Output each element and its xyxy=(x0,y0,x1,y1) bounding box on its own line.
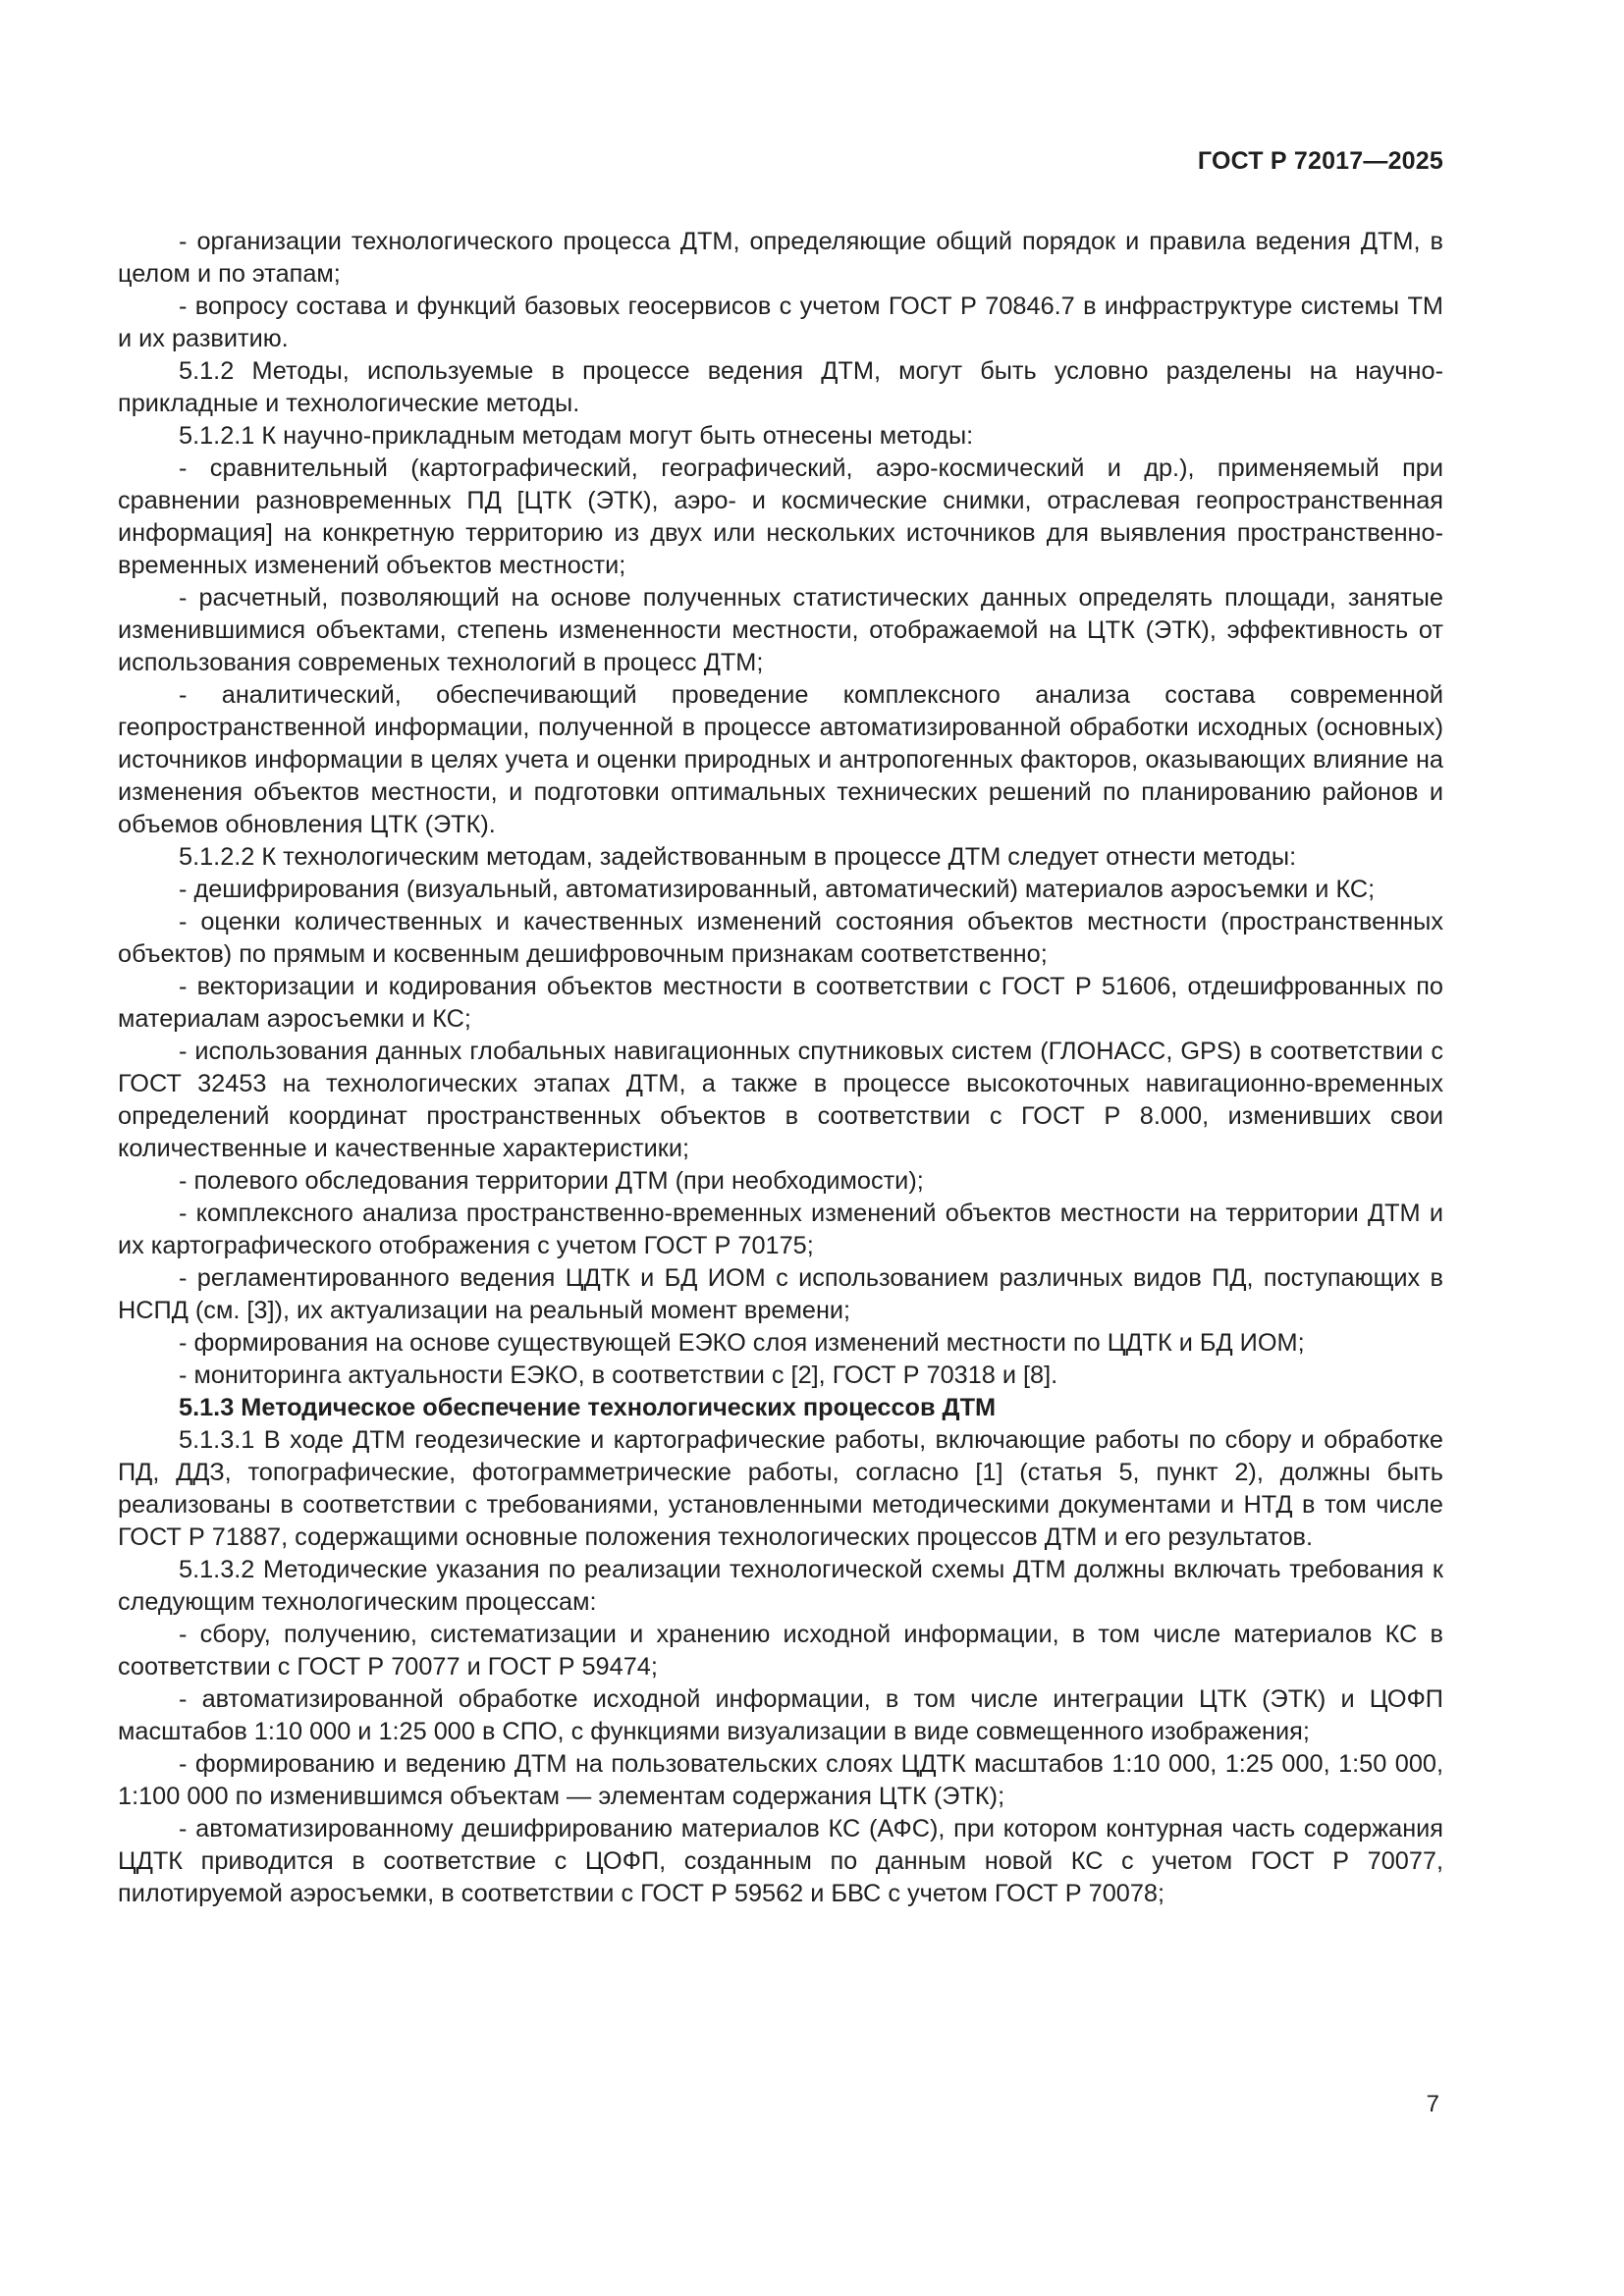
page-number: 7 xyxy=(1426,2091,1439,2117)
paragraph: - формирования на основе существующей ЕЭКО слоя изменений местности по ЦДТК и БД ИОМ; xyxy=(179,1329,1305,1357)
paragraph: - мониторинга актуальности ЕЭКО, в соответствии с [2], ГОСТ Р 70318 и [8]. xyxy=(179,1362,1058,1389)
paragraph: - использования данных глобальных навигационных спутниковых систем (ГЛОНАСС, GPS) в соответствии с ГОСТ 32453 на технологических этапах ДТМ, а также в процессе высокоточных навигационно-временных определений координат пространственных объектов в соответствии с ГОСТ Р 8.000, изменивших свои количественные и качественные характеристики; xyxy=(118,1038,1443,1162)
paragraph: - аналитический, обеспечивающий проведение комплексного анализа состава современной геопространственной информации, полученной в процессе автоматизированной обработки исходных (основных) источников информации в целях учета и оценки природных и антропогенных факторов, оказывающих влияние на изменения объектов местности, и подготовки оптимальных технических решений по планированию районов и объемов обновления ЦТК (ЭТК). xyxy=(118,681,1443,838)
paragraph: - сбору, получению, систематизации и хранению исходной информации, в том числе материалов КС в соответствии с ГОСТ Р 70077 и ГОСТ Р 59474; xyxy=(118,1621,1443,1681)
section-heading: 5.1.3 Методическое обеспечение технологических процессов ДТМ xyxy=(179,1394,997,1421)
paragraph: - автоматизированной обработке исходной информации, в том числе интеграции ЦТК (ЭТК) и ЦОФП масштабов 1:10 000 и 1:25 000 в СПО, с функциями визуализации в виде совмещенного изображения; xyxy=(118,1685,1443,1745)
paragraph: - комплексного анализа пространственно-временных изменений объектов местности на территории ДТМ и их картографического отображения с учетом ГОСТ Р 70175; xyxy=(118,1200,1443,1259)
paragraph: - оценки количественных и качественных изменений состояния объектов местности (пространственных объектов) по прямым и косвенным дешифровочным признакам соответственно; xyxy=(118,908,1443,968)
paragraph: - сравнительный (картографический, географический, аэро-космический и др.), применяемый при сравнении разновременных ПД [ЦТК (ЭТК), аэро- и космические снимки, отраслевая геопространственная информация] на конкретную территорию из двух или нескольких источников для выявления пространственно-временных изменений объектов местности; xyxy=(118,454,1443,579)
paragraph: 5.1.3.1 В ходе ДТМ геодезические и картографические работы, включающие работы по сбору и обработке ПД, ДДЗ, топографические, фотограмметрические работы, согласно [1] (статья 5, пункт 2), должны быть реализованы в соответствии с требованиями, установленными методическими документами и НТД в том числе ГОСТ Р 71887, содержащими основные положения технологических процессов ДТМ и его результатов. xyxy=(118,1426,1443,1551)
paragraph: 5.1.2 Методы, используемые в процессе ведения ДТМ, могут быть условно разделены на научно-прикладные и технологические методы. xyxy=(118,357,1443,417)
paragraph: 5.1.2.1 К научно-прикладным методам могут быть отнесены методы: xyxy=(179,422,974,450)
document-body xyxy=(118,226,1443,1910)
paragraph: 5.1.3.2 Методические указания по реализации технологической схемы ДТМ должны включать требования к следующим технологическим процессам: xyxy=(118,1556,1443,1616)
paragraph: - организации технологического процесса ДТМ, определяющие общий порядок и правила ведения ДТМ, в целом и по этапам; xyxy=(118,228,1443,288)
paragraph: - дешифрирования (визуальный, автоматизированный, автоматический) материалов аэросъемки и КС; xyxy=(179,876,1376,903)
paragraph: - регламентированного ведения ЦДТК и БД ИОМ с использованием различных видов ПД, поступающих в НСПД (см. [3]), их актуализации на реальный момент времени; xyxy=(118,1264,1443,1324)
document-code-header: ГОСТ Р 72017—2025 xyxy=(1197,147,1443,175)
paragraph: - полевого обследования территории ДТМ (при необходимости); xyxy=(179,1167,924,1195)
paragraph: - формированию и ведению ДТМ на пользовательских слоях ЦДТК масштабов 1:10 000, 1:25 000, 1:50 000, 1:100 000 по изменившимся объектам — элементам содержания ЦТК (ЭТК); xyxy=(118,1750,1443,1810)
paragraph: - векторизации и кодирования объектов местности в соответствии с ГОСТ Р 51606, отдешифрованных по материалам аэросъемки и КС; xyxy=(118,973,1443,1033)
paragraph: 5.1.2.2 К технологическим методам, задействованным в процессе ДТМ следует отнести методы: xyxy=(179,843,1297,871)
paragraph: - автоматизированному дешифрированию материалов КС (АФС), при котором контурная часть содержания ЦДТК приводится в соответствие с ЦОФП, созданным по данным новой КС с учетом ГОСТ Р 70077, пилотируемой аэросъемки, в соответствии с ГОСТ Р 59562 и БВС с учетом ГОСТ Р 70078; xyxy=(118,1815,1443,1907)
paragraph: - расчетный, позволяющий на основе полученных статистических данных определять площади, занятые изменившимися объектами, степень измененности местности, отображаемой на ЦТК (ЭТК), эффективность от использования современых технологий в процесс ДТМ; xyxy=(118,584,1443,676)
paragraph: - вопросу состава и функций базовых геосервисов с учетом ГОСТ Р 70846.7 в инфраструктуре системы ТМ и их развитию. xyxy=(118,293,1443,352)
